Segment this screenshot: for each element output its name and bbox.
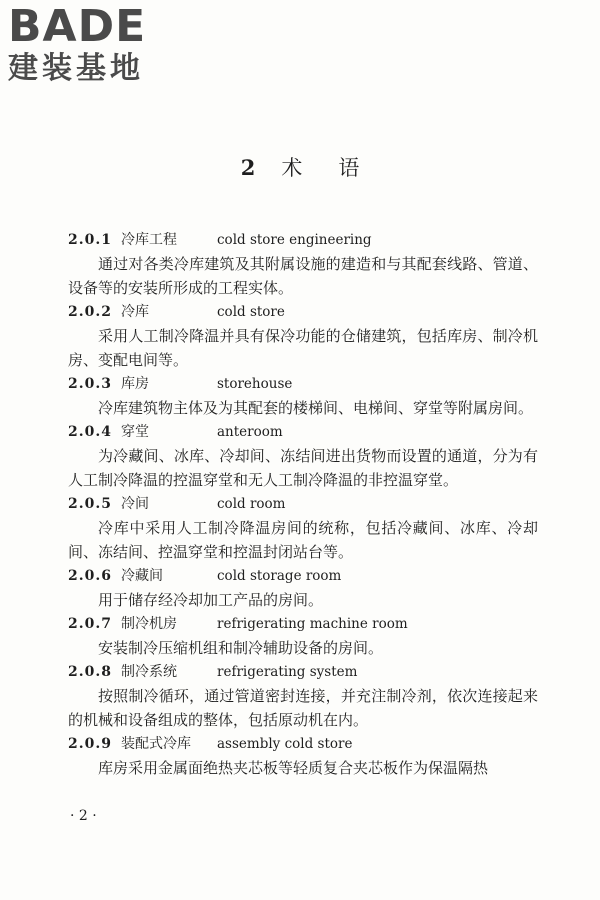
term-heading: [68, 732, 538, 756]
term-definition: 冷库中采用人工制冷降温房间的统称，包括冷藏间、冰库、冷却间、冻结间、控温穿堂和控温封闭站台等。: [68, 519, 538, 561]
term-code: 2.0.8: [68, 664, 112, 680]
chapter-title-part2: 语: [338, 156, 360, 180]
term-definition: 库房采用金属面绝热夹芯板等轻质复合夹芯板作为保温隔热: [98, 759, 489, 777]
term-chinese: 冷藏间: [121, 568, 163, 584]
term-chinese: 冷间: [121, 496, 149, 512]
term-definition: 为冷藏间、冰库、冷却间、冻结间进出货物而设置的通道，分为有人工制冷降温的控温穿堂和无人工制冷降温的非控温穿堂。: [68, 447, 538, 489]
logo-subtitle: 建装基地: [8, 51, 144, 86]
term-heading: [68, 564, 538, 588]
chapter-number: 2: [240, 155, 256, 180]
term-code: 2.0.5: [68, 496, 112, 512]
term-definition: 安装制冷压缩机组和制冷辅助设备的房间。: [98, 639, 384, 657]
term-english: cold room: [217, 496, 286, 512]
logo-wordmark: BADE: [8, 1, 147, 52]
term-english: assembly cold store: [217, 736, 353, 752]
term-heading: [68, 492, 538, 516]
term-chinese: 装配式冷库: [121, 736, 191, 752]
term-code: 2.0.9: [68, 736, 112, 752]
page-number: · 2 ·: [70, 808, 97, 824]
term-chinese: 冷库: [121, 304, 149, 320]
term-english: storehouse: [217, 376, 293, 392]
term-english: refrigerating system: [217, 664, 358, 680]
term-code: 2.0.3: [68, 376, 112, 392]
term-heading: [68, 300, 538, 324]
term-code: 2.0.4: [68, 424, 112, 440]
term-definition: 冷库建筑物主体及为其配套的楼梯间、电梯间、穿堂等附属房间。: [98, 399, 534, 417]
terms-list: [68, 228, 538, 780]
term-chinese: 库房: [121, 376, 149, 392]
term-english: cold storage room: [217, 568, 342, 584]
term-heading: [68, 660, 538, 684]
chapter-title-part1: 术: [281, 156, 303, 180]
bade-logo: [8, 1, 147, 86]
term-chinese: 制冷系统: [121, 664, 177, 680]
term-code: 2.0.6: [68, 568, 112, 584]
chapter-heading: [0, 152, 600, 182]
term-code: 2.0.7: [68, 616, 112, 632]
term-heading: [68, 372, 538, 396]
term-definition: 通过对各类冷库建筑及其附属设施的建造和与其配套线路、管道、设备等的安装所形成的工程实体。: [68, 255, 538, 297]
term-english: refrigerating machine room: [217, 616, 408, 632]
term-definition: 用于储存经冷却加工产品的房间。: [98, 591, 324, 609]
term-heading: [68, 612, 538, 636]
term-code: 2.0.2: [68, 304, 112, 320]
term-code: 2.0.1: [68, 232, 112, 248]
term-english: cold store: [217, 304, 285, 320]
term-definition: 采用人工制冷降温并具有保冷功能的仓储建筑，包括库房、制冷机房、变配电间等。: [68, 327, 538, 369]
term-chinese: 冷库工程: [121, 232, 177, 248]
term-chinese: 制冷机房: [121, 616, 177, 632]
term-english: anteroom: [217, 424, 283, 440]
term-chinese: 穿堂: [121, 424, 149, 440]
term-english: cold store engineering: [217, 232, 372, 248]
term-heading: [68, 228, 538, 252]
term-definition: 按照制冷循环，通过管道密封连接，并充注制冷剂，依次连接起来的机械和设备组成的整体，包括原动机在内。: [68, 687, 538, 729]
term-heading: [68, 420, 538, 444]
